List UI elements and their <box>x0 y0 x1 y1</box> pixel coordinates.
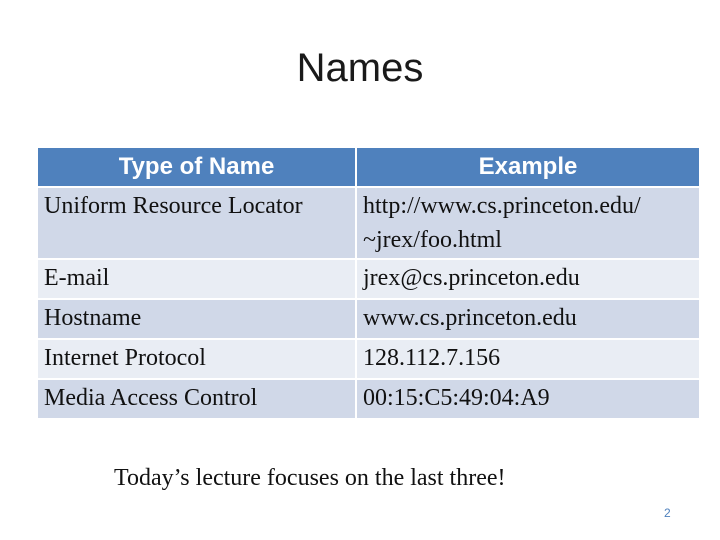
page-number: 2 <box>664 506 671 520</box>
table-header-row <box>37 147 700 187</box>
row-type-mac: Media Access Control <box>37 379 356 419</box>
table-row <box>37 339 700 379</box>
header-example: Example <box>356 147 700 187</box>
header-type-of-name: Type of Name <box>37 147 356 187</box>
names-table <box>36 146 701 420</box>
table-row <box>37 299 700 339</box>
row-example-hostname: www.cs.princeton.edu <box>356 299 700 339</box>
table-row <box>37 379 700 419</box>
row-type-hostname: Hostname <box>37 299 356 339</box>
url-line-2: ~jrex/foo.html <box>363 227 502 253</box>
slide-caption: Today’s lecture focuses on the last three! <box>114 465 506 491</box>
row-example-mac: 00:15:C5:49:04:A9 <box>356 379 700 419</box>
slide-title: Names <box>296 46 424 90</box>
row-type-url: Uniform Resource Locator <box>37 187 356 259</box>
row-type-email: E-mail <box>37 259 356 299</box>
row-example-url <box>356 187 700 259</box>
url-line-1: http://www.cs.princeton.edu/ <box>363 193 641 219</box>
row-example-email: jrex@cs.princeton.edu <box>356 259 700 299</box>
table-row <box>37 187 700 259</box>
row-example-ip: 128.112.7.156 <box>356 339 700 379</box>
table-row <box>37 259 700 299</box>
row-type-ip: Internet Protocol <box>37 339 356 379</box>
